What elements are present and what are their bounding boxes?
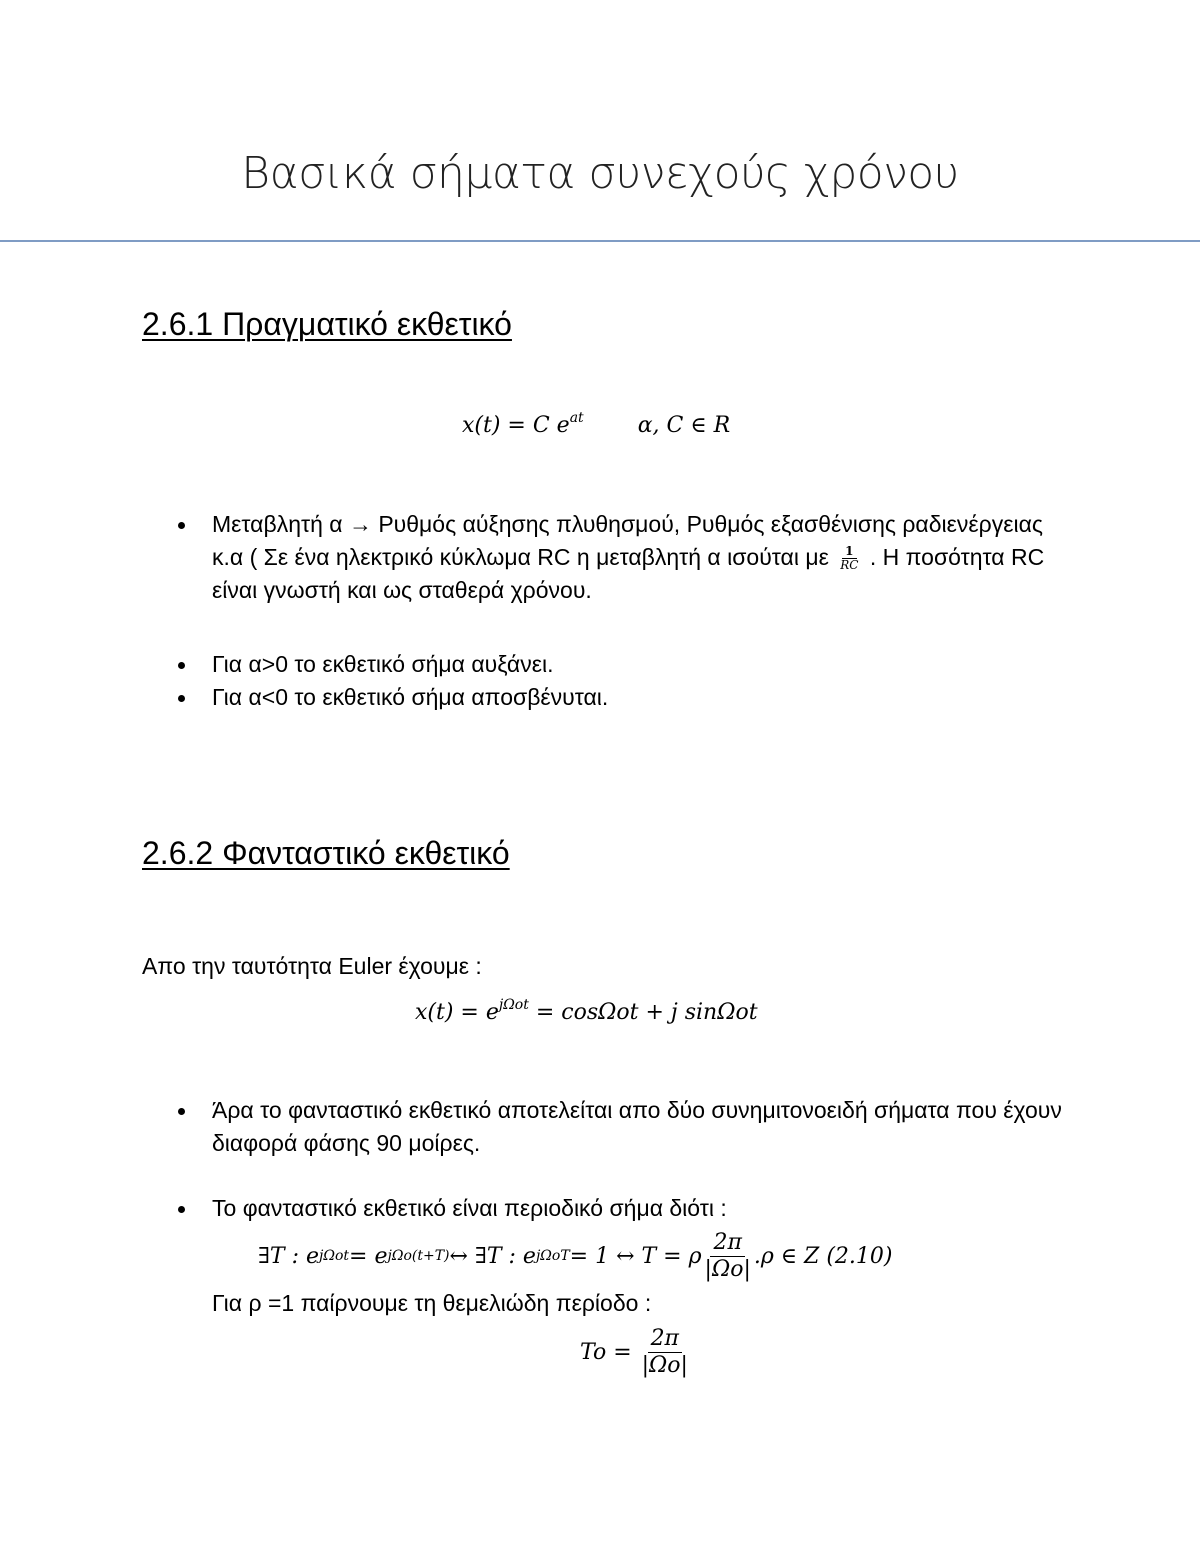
arrow-icon: → <box>348 511 372 537</box>
equation-part: = 1 ↔ T = ρ <box>569 1243 702 1269</box>
list-item <box>142 508 1062 607</box>
section2-bullets <box>142 1094 1062 1160</box>
fraction-denominator: |Ωo| <box>704 1256 751 1282</box>
fraction-denominator: |Ωo| <box>641 1352 688 1378</box>
equation-real-exponential <box>462 410 731 438</box>
page-title: Βασικά σήματα συνεχούς χρόνου <box>241 148 959 199</box>
equation-part: .ρ ∈ Z (2.10) <box>753 1243 893 1269</box>
equation-lhs: To = <box>580 1339 632 1365</box>
bullet-list <box>142 1192 1062 1225</box>
fraction-1-over-rc <box>837 545 861 574</box>
fundamental-period-text: Για ρ =1 παίρνουμε τη θεμελιώδη περίοδο : <box>212 1290 652 1316</box>
bullet-list <box>142 648 1062 714</box>
section1-bullets-2 <box>142 648 1062 714</box>
bullet-text: Μεταβλητή α <box>212 511 343 537</box>
bullet-list <box>142 508 1062 607</box>
fraction-numerator: 2π <box>648 1326 682 1352</box>
fraction-denominator: RC <box>840 558 859 573</box>
bullet-list <box>142 1094 1062 1160</box>
equation-exponent: jΩot <box>498 997 529 1013</box>
equation-lhs: (t) = C e <box>474 413 570 438</box>
equation-fundamental-period <box>580 1320 691 1384</box>
fraction-numerator: 2π <box>710 1230 744 1256</box>
equation-periodicity: ∃T : e jΩot = e jΩo(t+T) ↔ ∃T : e jΩoT = 1 ↔ T = ρ $\frac{2\pi}{|\Omega o|}$ .ρ ∈ Z (2.10) <box>258 1230 893 1282</box>
bullet-text: Ρυθμός αύξησης πλυθησμού, Ρυθμός εξασθένισης ραδιενέργειας κ.α ( Σε ένα ηλεκτρικό κύκλωμα RC η μεταβλητή α ισούται με <box>212 511 1043 570</box>
title-divider <box>0 240 1200 242</box>
equation-lhs: x(t) = e <box>415 1000 499 1025</box>
equation-euler <box>415 997 758 1025</box>
equation-part: ∃T : e <box>258 1243 320 1269</box>
section-heading-imaginary-exponential: 2.6.2 Φανταστικό εκθετικό <box>142 835 510 871</box>
equation-x: x <box>462 413 475 438</box>
section-heading-real-exponential: 2.6.1 Πραγματικό εκθετικό <box>142 306 512 342</box>
equation-exponent: at <box>569 410 584 426</box>
list-item: Άρα το φανταστικό εκθετικό αποτελείται απο δύο συνημιτονοειδή σήματα που έχουν διαφορά φάσης 90 μοίρες. <box>142 1094 1062 1160</box>
fraction-2pi-over-omega <box>639 1326 691 1378</box>
list-item: Για α<0 το εκθετικό σήμα αποσβένυται. <box>142 681 1062 714</box>
fraction-2pi-over-omega <box>702 1230 754 1282</box>
bullet-text: . Η ποσότητα RC είναι γνωστή και ως σταθερά χρόνου. <box>212 544 1045 603</box>
list-item: Το φανταστικό εκθετικό είναι περιοδικό σήμα διότι : <box>142 1192 1062 1225</box>
section1-bullets <box>142 508 1062 607</box>
equation-rhs: = cosΩot + j sinΩot <box>528 1000 758 1025</box>
equation-part: = e <box>349 1243 388 1269</box>
equation-part: ↔ ∃T : e <box>449 1243 536 1269</box>
euler-intro: Απο την ταυτότητα Euler έχουμε : <box>142 953 482 979</box>
section2-bullets-2 <box>142 1192 1062 1225</box>
equation-params: α, C ∈ R <box>637 413 731 438</box>
fraction-numerator: 1 <box>842 545 856 560</box>
list-item: Για α>0 το εκθετικό σήμα αυξάνει. <box>142 648 1062 681</box>
